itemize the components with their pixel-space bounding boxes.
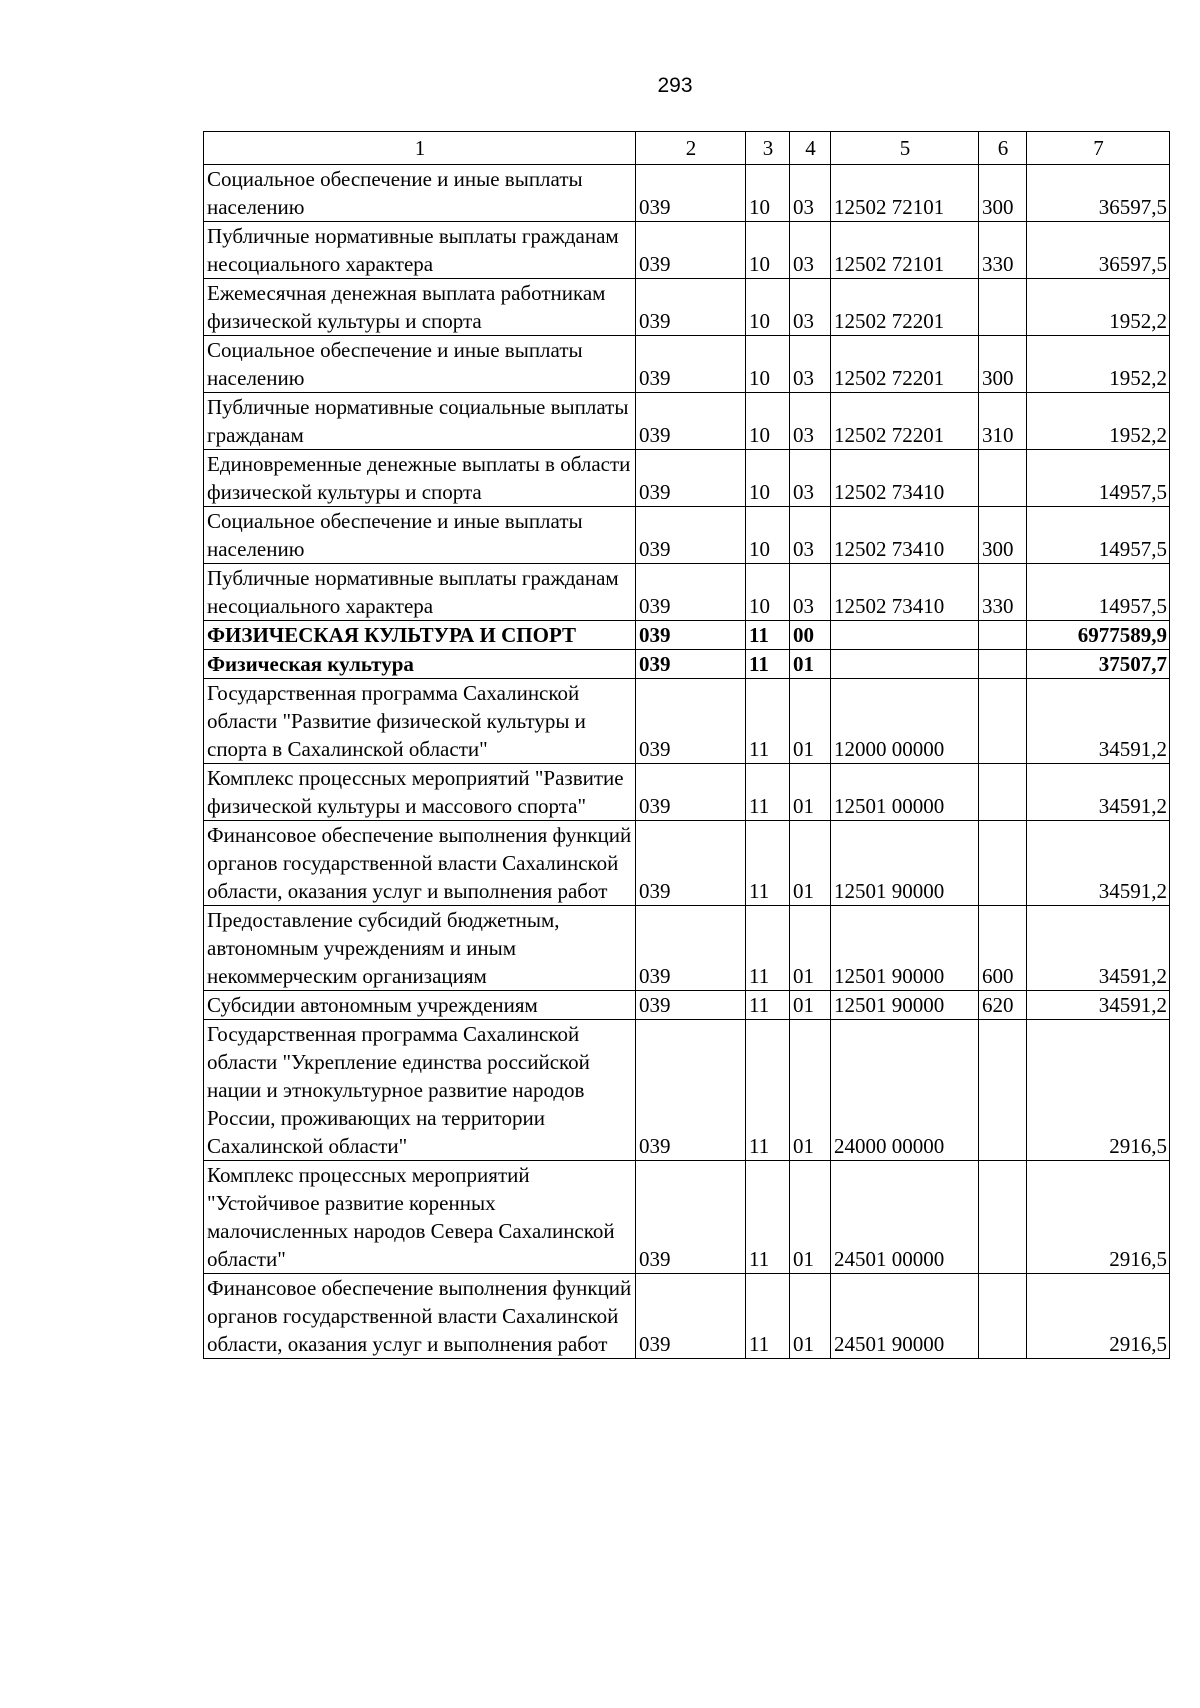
section-code-cell: 11 bbox=[746, 650, 790, 679]
amount-cell: 34591,2 bbox=[1027, 991, 1170, 1020]
subsection-code-cell: 01 bbox=[790, 1161, 831, 1274]
expense-type-cell bbox=[979, 1161, 1027, 1274]
section-code-cell: 11 bbox=[746, 621, 790, 650]
subsection-code-cell: 01 bbox=[790, 1020, 831, 1161]
amount-cell: 2916,5 bbox=[1027, 1020, 1170, 1161]
ministry-code-cell: 039 bbox=[636, 165, 746, 222]
amount-cell: 1952,2 bbox=[1027, 279, 1170, 336]
row-name-cell: Социальное обеспечение и иные выплаты населению bbox=[204, 165, 636, 222]
row-name-cell: Ежемесячная денежная выплата работникам физической культуры и спорта bbox=[204, 279, 636, 336]
row-name-cell: Публичные нормативные выплаты гражданам несоциального характера bbox=[204, 222, 636, 279]
table-row bbox=[204, 1161, 1170, 1274]
table-row bbox=[204, 564, 1170, 621]
table-row bbox=[204, 450, 1170, 507]
table-row bbox=[204, 507, 1170, 564]
table-row bbox=[204, 764, 1170, 821]
subsection-code-cell: 03 bbox=[790, 336, 831, 393]
section-code-cell: 11 bbox=[746, 991, 790, 1020]
row-name-cell: Государственная программа Сахалинской области "Развитие физической культуры и спорта в Сахалинской области" bbox=[204, 679, 636, 764]
section-code-cell: 11 bbox=[746, 1020, 790, 1161]
column-header-5: 5 bbox=[831, 132, 979, 165]
ministry-code-cell: 039 bbox=[636, 991, 746, 1020]
row-name-cell: Комплекс процессных мероприятий "Устойчивое развитие коренных малочисленных народов Севера Сахалинской области" bbox=[204, 1161, 636, 1274]
column-header-1: 1 bbox=[204, 132, 636, 165]
row-name-cell: Единовременные денежные выплаты в области физической культуры и спорта bbox=[204, 450, 636, 507]
ministry-code-cell: 039 bbox=[636, 679, 746, 764]
subsection-code-cell: 03 bbox=[790, 450, 831, 507]
ministry-code-cell: 039 bbox=[636, 222, 746, 279]
target-article-cell: 12502 73410 bbox=[831, 450, 979, 507]
column-header-2: 2 bbox=[636, 132, 746, 165]
ministry-code-cell: 039 bbox=[636, 621, 746, 650]
expense-type-cell: 600 bbox=[979, 906, 1027, 991]
target-article-cell: 24000 00000 bbox=[831, 1020, 979, 1161]
ministry-code-cell: 039 bbox=[636, 450, 746, 507]
subsection-code-cell: 01 bbox=[790, 821, 831, 906]
ministry-code-cell: 039 bbox=[636, 650, 746, 679]
target-article-cell: 12502 73410 bbox=[831, 507, 979, 564]
expense-type-cell bbox=[979, 650, 1027, 679]
subsection-code-cell: 01 bbox=[790, 906, 831, 991]
section-code-cell: 10 bbox=[746, 507, 790, 564]
expense-type-cell: 300 bbox=[979, 336, 1027, 393]
column-header-4: 4 bbox=[790, 132, 831, 165]
ministry-code-cell: 039 bbox=[636, 393, 746, 450]
target-article-cell: 24501 00000 bbox=[831, 1161, 979, 1274]
subsection-code-cell: 01 bbox=[790, 679, 831, 764]
section-code-cell: 11 bbox=[746, 906, 790, 991]
row-name-cell: Предоставление субсидий бюджетным, автономным учреждениям и иным некоммерческим организациям bbox=[204, 906, 636, 991]
row-name-cell: Финансовое обеспечение выполнения функций органов государственной власти Сахалинской области, оказания услуг и выполнения работ bbox=[204, 821, 636, 906]
header-row bbox=[204, 132, 1170, 165]
row-name-cell: ФИЗИЧЕСКАЯ КУЛЬТУРА И СПОРТ bbox=[204, 621, 636, 650]
target-article-cell: 12502 72101 bbox=[831, 222, 979, 279]
expense-type-cell: 330 bbox=[979, 222, 1027, 279]
ministry-code-cell: 039 bbox=[636, 764, 746, 821]
expense-type-cell bbox=[979, 1020, 1027, 1161]
ministry-code-cell: 039 bbox=[636, 336, 746, 393]
row-name-cell: Социальное обеспечение и иные выплаты населению bbox=[204, 507, 636, 564]
table-row bbox=[204, 679, 1170, 764]
expense-type-cell bbox=[979, 679, 1027, 764]
row-name-cell: Финансовое обеспечение выполнения функций органов государственной власти Сахалинской области, оказания услуг и выполнения работ bbox=[204, 1274, 636, 1359]
table-row bbox=[204, 621, 1170, 650]
table-row bbox=[204, 906, 1170, 991]
target-article-cell: 12502 72201 bbox=[831, 336, 979, 393]
table-row bbox=[204, 279, 1170, 336]
expense-type-cell bbox=[979, 1274, 1027, 1359]
expense-type-cell: 620 bbox=[979, 991, 1027, 1020]
section-code-cell: 11 bbox=[746, 679, 790, 764]
expense-type-cell: 310 bbox=[979, 393, 1027, 450]
target-article-cell bbox=[831, 621, 979, 650]
amount-cell: 2916,5 bbox=[1027, 1161, 1170, 1274]
column-header-7: 7 bbox=[1027, 132, 1170, 165]
row-name-cell: Социальное обеспечение и иные выплаты населению bbox=[204, 336, 636, 393]
target-article-cell: 12501 00000 bbox=[831, 764, 979, 821]
expense-type-cell: 300 bbox=[979, 165, 1027, 222]
amount-cell: 14957,5 bbox=[1027, 450, 1170, 507]
subsection-code-cell: 03 bbox=[790, 222, 831, 279]
table-body bbox=[204, 165, 1170, 1359]
subsection-code-cell: 01 bbox=[790, 1274, 831, 1359]
section-code-cell: 10 bbox=[746, 564, 790, 621]
amount-cell: 6977589,9 bbox=[1027, 621, 1170, 650]
section-code-cell: 11 bbox=[746, 764, 790, 821]
amount-cell: 1952,2 bbox=[1027, 393, 1170, 450]
subsection-code-cell: 01 bbox=[790, 991, 831, 1020]
row-name-cell: Государственная программа Сахалинской области "Укрепление единства российской нации и этнокультурное развитие народов России, проживающих на территории Сахалинской области" bbox=[204, 1020, 636, 1161]
section-code-cell: 10 bbox=[746, 165, 790, 222]
table-row bbox=[204, 991, 1170, 1020]
ministry-code-cell: 039 bbox=[636, 279, 746, 336]
subsection-code-cell: 03 bbox=[790, 393, 831, 450]
subsection-code-cell: 03 bbox=[790, 165, 831, 222]
ministry-code-cell: 039 bbox=[636, 1161, 746, 1274]
expense-type-cell bbox=[979, 821, 1027, 906]
target-article-cell bbox=[831, 650, 979, 679]
amount-cell: 14957,5 bbox=[1027, 564, 1170, 621]
subsection-code-cell: 01 bbox=[790, 764, 831, 821]
target-article-cell: 24501 90000 bbox=[831, 1274, 979, 1359]
amount-cell: 34591,2 bbox=[1027, 764, 1170, 821]
column-header-3: 3 bbox=[746, 132, 790, 165]
expense-type-cell bbox=[979, 279, 1027, 336]
amount-cell: 1952,2 bbox=[1027, 336, 1170, 393]
subsection-code-cell: 03 bbox=[790, 564, 831, 621]
ministry-code-cell: 039 bbox=[636, 906, 746, 991]
ministry-code-cell: 039 bbox=[636, 507, 746, 564]
subsection-code-cell: 03 bbox=[790, 507, 831, 564]
section-code-cell: 11 bbox=[746, 821, 790, 906]
table-row bbox=[204, 165, 1170, 222]
target-article-cell: 12000 00000 bbox=[831, 679, 979, 764]
amount-cell: 34591,2 bbox=[1027, 679, 1170, 764]
table-row bbox=[204, 336, 1170, 393]
expense-type-cell bbox=[979, 764, 1027, 821]
amount-cell: 34591,2 bbox=[1027, 906, 1170, 991]
target-article-cell: 12502 73410 bbox=[831, 564, 979, 621]
amount-cell: 34591,2 bbox=[1027, 821, 1170, 906]
amount-cell: 37507,7 bbox=[1027, 650, 1170, 679]
row-name-cell: Публичные нормативные социальные выплаты гражданам bbox=[204, 393, 636, 450]
page-number: 293 bbox=[657, 74, 693, 97]
section-code-cell: 10 bbox=[746, 336, 790, 393]
expense-type-cell: 330 bbox=[979, 564, 1027, 621]
section-code-cell: 10 bbox=[746, 222, 790, 279]
subsection-code-cell: 00 bbox=[790, 621, 831, 650]
ministry-code-cell: 039 bbox=[636, 821, 746, 906]
target-article-cell: 12501 90000 bbox=[831, 821, 979, 906]
section-code-cell: 11 bbox=[746, 1161, 790, 1274]
table-row bbox=[204, 1020, 1170, 1161]
column-header-6: 6 bbox=[979, 132, 1027, 165]
target-article-cell: 12502 72101 bbox=[831, 165, 979, 222]
row-name-cell: Комплекс процессных мероприятий "Развитие физической культуры и массового спорта" bbox=[204, 764, 636, 821]
target-article-cell: 12502 72201 bbox=[831, 279, 979, 336]
table-row bbox=[204, 1274, 1170, 1359]
table-row bbox=[204, 650, 1170, 679]
amount-cell: 2916,5 bbox=[1027, 1274, 1170, 1359]
target-article-cell: 12501 90000 bbox=[831, 991, 979, 1020]
subsection-code-cell: 03 bbox=[790, 279, 831, 336]
table-row bbox=[204, 821, 1170, 906]
expense-type-cell: 300 bbox=[979, 507, 1027, 564]
ministry-code-cell: 039 bbox=[636, 1020, 746, 1161]
table-row bbox=[204, 393, 1170, 450]
table-row bbox=[204, 222, 1170, 279]
expense-type-cell bbox=[979, 621, 1027, 650]
section-code-cell: 10 bbox=[746, 393, 790, 450]
section-code-cell: 11 bbox=[746, 1274, 790, 1359]
row-name-cell: Физическая культура bbox=[204, 650, 636, 679]
expense-type-cell bbox=[979, 450, 1027, 507]
section-code-cell: 10 bbox=[746, 279, 790, 336]
budget-table bbox=[203, 131, 1170, 1359]
section-code-cell: 10 bbox=[746, 450, 790, 507]
subsection-code-cell: 01 bbox=[790, 650, 831, 679]
target-article-cell: 12501 90000 bbox=[831, 906, 979, 991]
row-name-cell: Субсидии автономным учреждениям bbox=[204, 991, 636, 1020]
amount-cell: 36597,5 bbox=[1027, 165, 1170, 222]
row-name-cell: Публичные нормативные выплаты гражданам несоциального характера bbox=[204, 564, 636, 621]
amount-cell: 14957,5 bbox=[1027, 507, 1170, 564]
target-article-cell: 12502 72201 bbox=[831, 393, 979, 450]
amount-cell: 36597,5 bbox=[1027, 222, 1170, 279]
ministry-code-cell: 039 bbox=[636, 564, 746, 621]
ministry-code-cell: 039 bbox=[636, 1274, 746, 1359]
